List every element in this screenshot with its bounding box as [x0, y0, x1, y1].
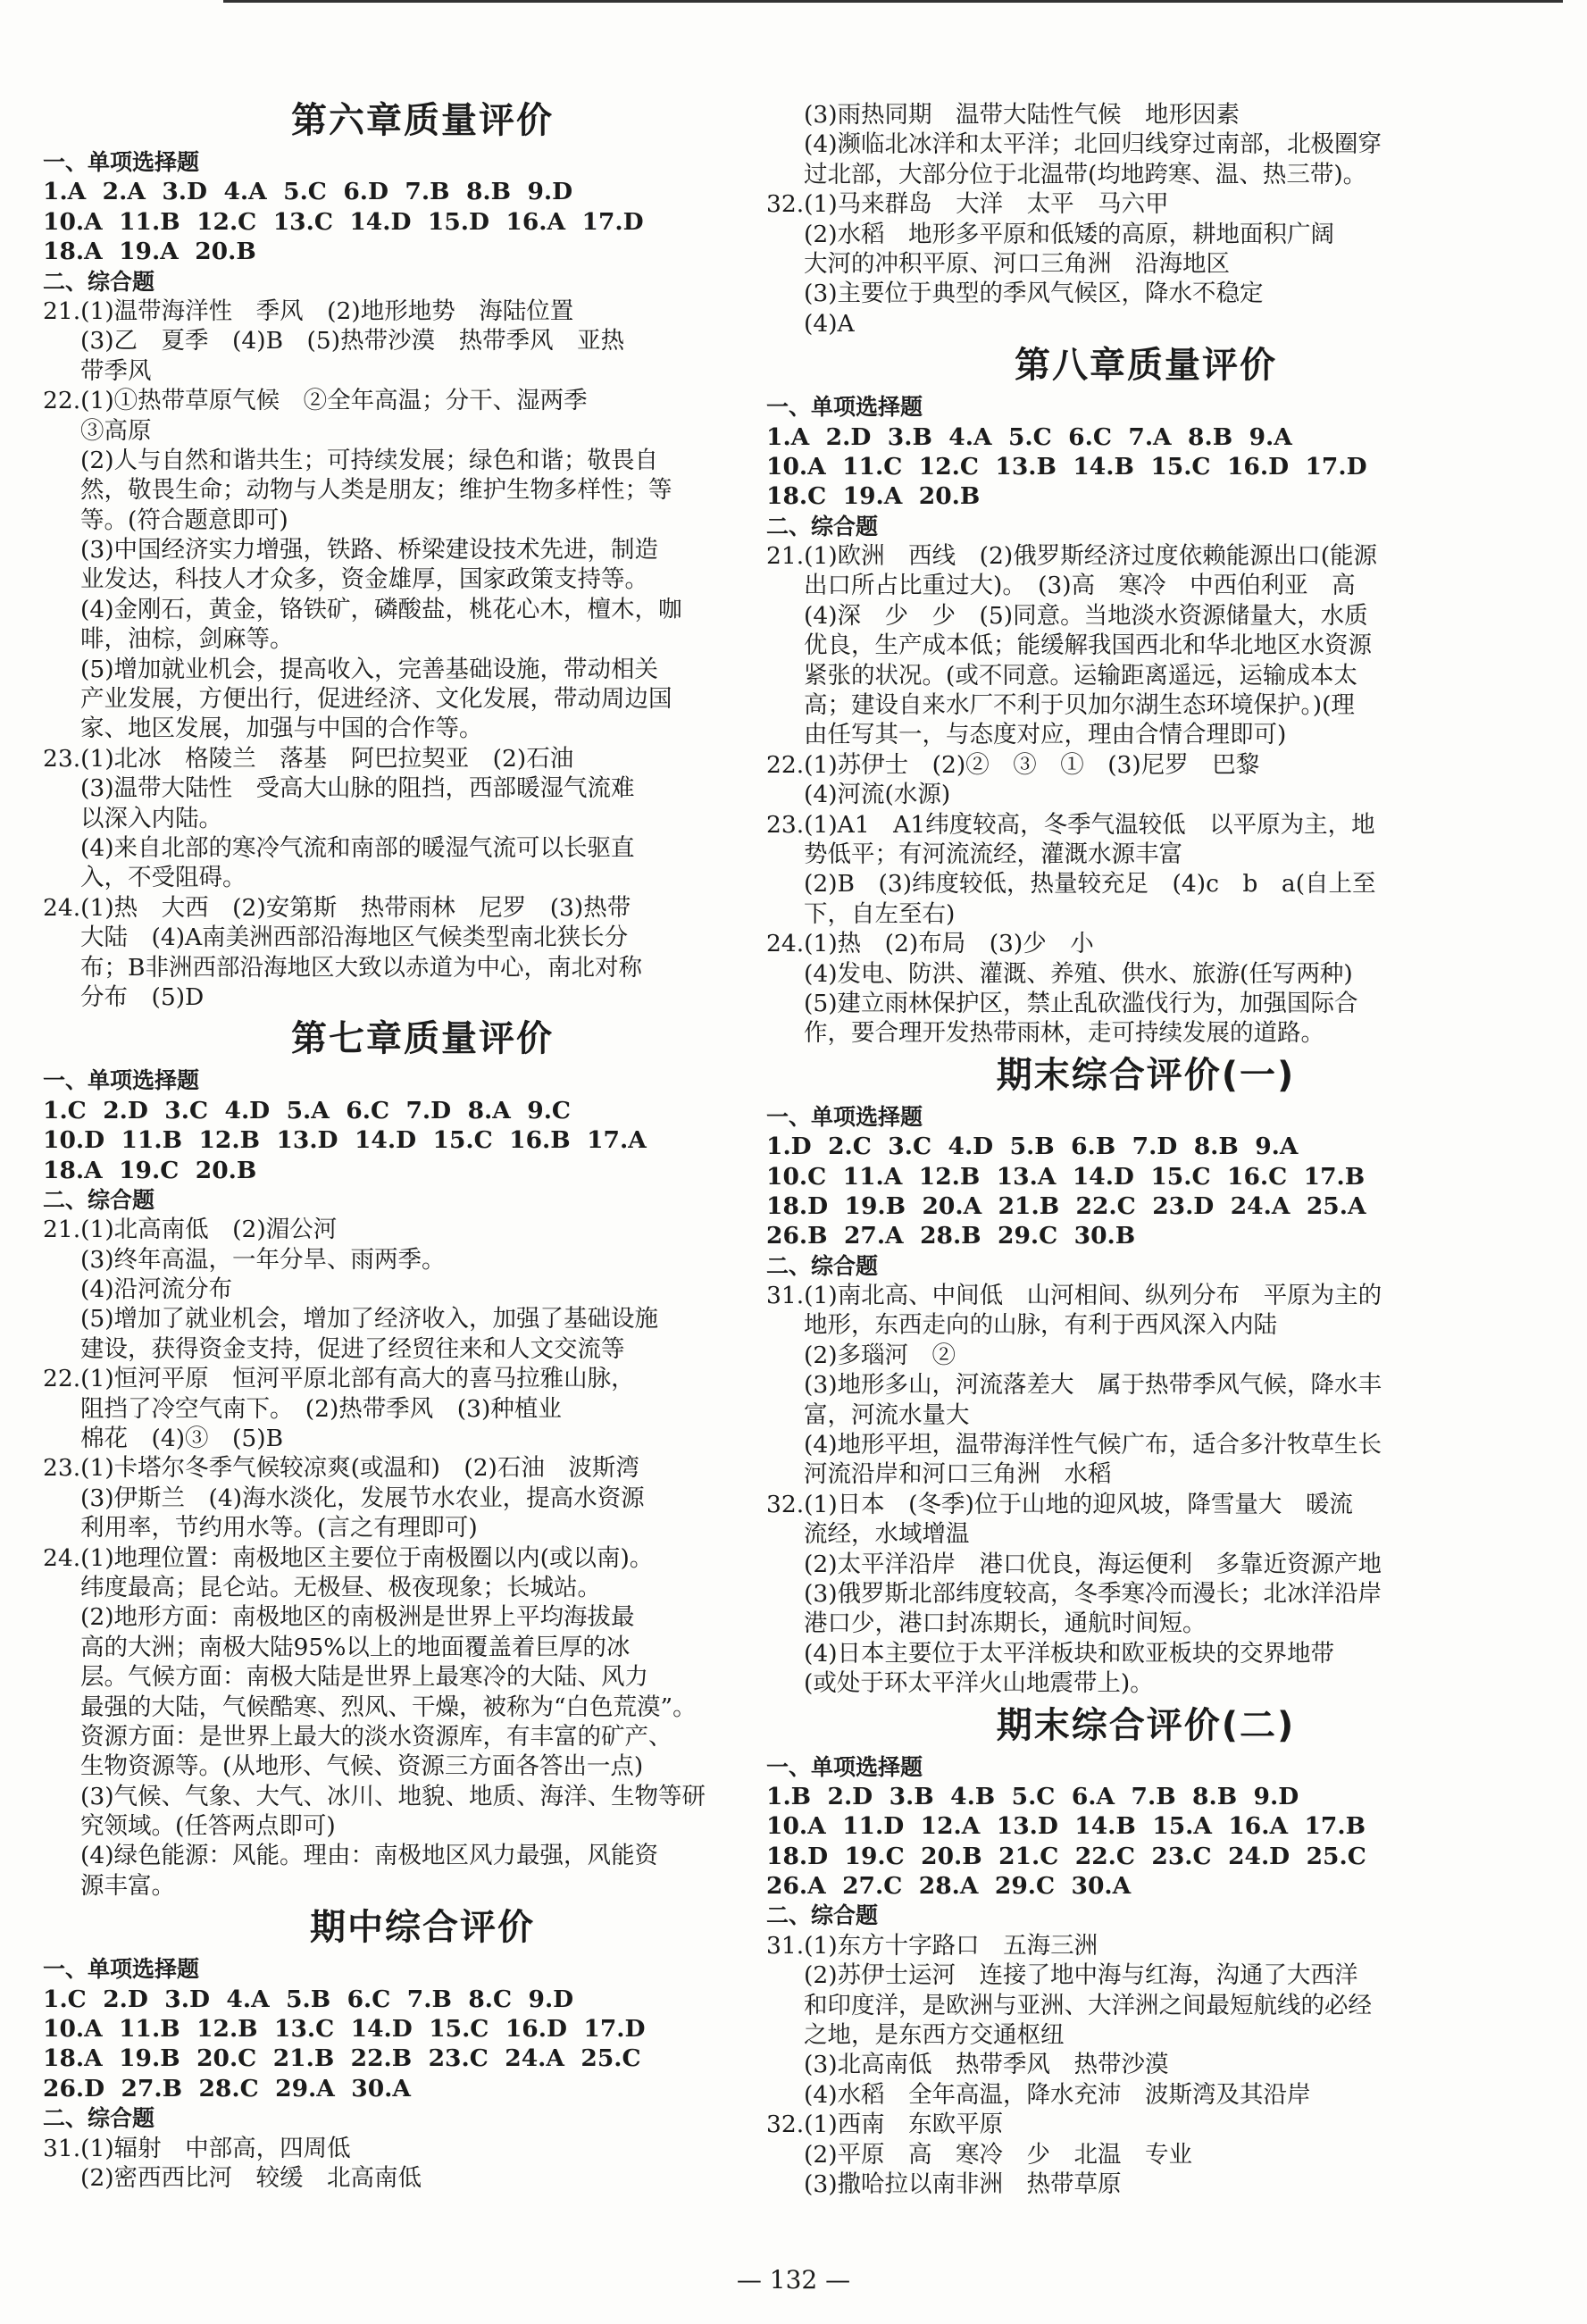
- answer-line: 源丰富。: [80, 1871, 175, 1900]
- section-heading: 一、单项选择题: [766, 1103, 923, 1130]
- answer-line: 产业发展，方便出行，促进经济、文化发展，带动周边国: [80, 685, 672, 714]
- answer-line: 高的大洲；南极大陆95%以上的地面覆盖着巨厚的冰: [80, 1633, 631, 1661]
- answer-line: 纬度最高；昆仑站。无极昼、极夜现象；长城站。: [80, 1573, 601, 1601]
- answer-key-row: 26.A 27.C 28.A 29.C 30.A: [766, 1872, 1132, 1901]
- chapter-heading: 第八章质量评价: [1015, 345, 1277, 387]
- answer-line: 下，自左至右): [804, 899, 956, 928]
- answer-line: 富，河流水量大: [804, 1400, 970, 1429]
- answer-line: 等。(符合题意即可): [80, 506, 288, 534]
- answer-line: (4)沿河流分布: [80, 1275, 233, 1304]
- answer-line: 地形，东西走向的山脉，有利于西风深入内陆: [804, 1311, 1277, 1340]
- question-line: 21.(1)北高南低 (2)湄公河: [43, 1216, 338, 1244]
- answer-line: (3)雨热同期 温带大陆性气候 地形因素: [804, 101, 1240, 129]
- answer-line: 阻挡了冷空气南下。 (2)热带季风 (3)种植业: [80, 1394, 562, 1423]
- answer-line: (3)撒哈拉以南非洲 热带草原: [804, 2170, 1122, 2198]
- answer-line: 生物资源等。(从地形、气候、资源三方面各答出一点): [80, 1752, 644, 1781]
- question-line: 24.(1)热 (2)布局 (3)少 小: [766, 930, 1094, 958]
- answer-line: (3)俄罗斯北部纬度较高，冬季寒冷而漫长；北冰洋沿岸: [804, 1579, 1382, 1608]
- answer-line: 布；B非洲西部沿海地区大致以赤道为中心，南北对称: [80, 953, 642, 982]
- question-line: 21.(1)欧洲 西线 (2)俄罗斯经济过度依赖能源出口(能源: [766, 542, 1378, 571]
- question-line: 23.(1)卡塔尔冬季气候较凉爽(或温和) (2)石油 波斯湾: [43, 1454, 639, 1483]
- answer-line: (或处于环太平洋火山地震带上)。: [804, 1669, 1154, 1698]
- answer-line: 作，要合理开发热带雨林，走可持续发展的道路。: [804, 1019, 1324, 1048]
- answer-key-row: 1.C 2.D 3.D 4.A 5.B 6.C 7.B 8.C 9.D: [43, 1985, 574, 2013]
- question-line: 22.(1)苏伊士 (2)② ③ ① (3)尼罗 巴黎: [766, 750, 1260, 779]
- answer-line: (3)北高南低 热带季风 热带沙漠: [804, 2051, 1169, 2079]
- answer-line: 流经，水域增温: [804, 1520, 970, 1549]
- answer-line: 优良，生产成本低；能缓解我国西北和华北地区水资源: [804, 631, 1372, 660]
- answer-line: 出口所占比重过大)。 (3)高 寒冷 中西伯利亚 高: [804, 572, 1356, 600]
- answer-line: 入，不受阻碍。: [80, 864, 246, 892]
- answer-line: (2)密西西比河 较缓 北高南低: [80, 2164, 422, 2192]
- answer-line: (3)温带大陆性 受高大山脉的阻挡，西部暖湿气流难: [80, 774, 635, 803]
- answer-line: 棉花 (4)③ (5)B: [80, 1425, 284, 1453]
- answer-line: (3)终年高温，一年分旱、雨两季。: [80, 1245, 446, 1274]
- section-heading: 一、单项选择题: [43, 1067, 200, 1094]
- answer-line: (4)地形平坦，温带海洋性气候广布，适合多汁牧草生长: [804, 1431, 1382, 1459]
- answer-line: 和印度洋，是欧洲与亚洲、大洋洲之间最短航线的必经: [804, 1991, 1372, 2019]
- answer-line: 资源方面：是世界上最大的淡水资源库，有丰富的矿产、: [80, 1722, 672, 1751]
- answer-key-row: 1.C 2.D 3.C 4.D 5.A 6.C 7.D 8.A 9.C: [43, 1096, 572, 1124]
- top-rule: [223, 0, 1563, 3]
- answer-line: (4)河流(水源): [804, 781, 951, 809]
- answer-line: (4)日本主要位于太平洋板块和欧亚板块的交界地带: [804, 1639, 1335, 1668]
- answer-key-row: 10.A 11.D 12.A 13.D 14.B 15.A 16.A 17.B: [766, 1812, 1366, 1841]
- answer-line: 家、地区发展，加强与中国的合作等。: [80, 715, 483, 743]
- answer-line: (4)来自北部的寒冷气流和南部的暖湿气流可以长驱直: [80, 833, 635, 862]
- answer-line: (4)濒临北冰洋和太平洋；北回归线穿过南部，北极圈穿: [804, 130, 1382, 159]
- section-heading: 二、综合题: [766, 1252, 879, 1279]
- answer-line: 过北部，大部分位于北温带(均地跨寒、温、热三带)。: [804, 160, 1367, 188]
- answer-line: 然，敬畏生命；动物与人类是朋友；维护生物多样性；等: [80, 476, 672, 505]
- answer-key-row: 26.B 27.A 28.B 29.C 30.B: [766, 1222, 1136, 1250]
- answer-line: (4)绿色能源：风能。理由：南极地区风力最强，风能资: [80, 1842, 659, 1870]
- section-heading: 一、单项选择题: [43, 1956, 200, 1983]
- answer-line: (5)建立雨林保护区，禁止乱砍滥伐行为，加强国际合: [804, 989, 1358, 1017]
- chapter-heading: 第七章质量评价: [291, 1018, 554, 1060]
- right-column: [766, 100, 1525, 2199]
- answer-line: 由任写其一，与态度对应，理由合情合理即可): [804, 721, 1287, 749]
- answer-line: (3)地形多山，河流落差大 属于热带季风气候，降水丰: [804, 1371, 1382, 1400]
- section-heading: 二、综合题: [43, 268, 155, 295]
- answer-line: (2)B (3)纬度较低，热量较充足 (4)c b a(自上至: [804, 870, 1376, 899]
- chapter-heading: 期末综合评价(二): [996, 1704, 1296, 1746]
- answer-key-row: 10.A 11.B 12.C 13.C 14.D 15.D 16.A 17.D: [43, 207, 644, 236]
- answer-line: (5)增加就业机会，提高收入，完善基础设施，带动相关: [80, 655, 659, 683]
- answer-key-row: 26.D 27.B 28.C 29.A 30.A: [43, 2074, 411, 2102]
- answer-key-row: 18.A 19.B 20.C 21.B 22.B 23.C 24.A 25.C: [43, 2044, 641, 2073]
- question-line: 22.(1)恒河平原 恒河平原北部有高大的喜马拉雅山脉，: [43, 1365, 635, 1393]
- question-line: 24.(1)地理位置：南极地区主要位于南极圈以内(或以南)。: [43, 1543, 654, 1572]
- answer-key-row: 1.D 2.C 3.C 4.D 5.B 6.B 7.D 8.B 9.A: [766, 1133, 1299, 1161]
- answer-line: 业发达，科技人才众多，资金雄厚，国家政策支持等。: [80, 565, 648, 594]
- answer-line: (3)伊斯兰 (4)海水淡化，发展节水农业，提高水资源: [80, 1484, 645, 1512]
- answer-line: (4)A: [804, 309, 855, 338]
- answer-line: (4)深 少 少 (5)同意。当地淡水资源储量大，水质: [804, 601, 1368, 630]
- answer-line: 大河的冲积平原、河口三角洲 沿海地区: [804, 249, 1230, 278]
- answer-key-row: 18.D 19.B 20.A 21.B 22.C 23.D 24.A 25.A: [766, 1191, 1366, 1220]
- answer-line: (2)地形方面：南极地区的南极洲是世界上平均海拔最: [80, 1603, 635, 1632]
- chapter-heading: 期中综合评价: [310, 1907, 535, 1949]
- answer-line: 紧张的状况。(或不同意。运输距离遥远，运输成本太: [804, 661, 1357, 690]
- answer-key-row: 18.D 19.C 20.B 21.C 22.C 23.C 24.D 25.C: [766, 1842, 1366, 1870]
- answer-line: 河流沿岸和河口三角洲 水稻: [804, 1460, 1112, 1489]
- chapter-heading: 第六章质量评价: [291, 100, 554, 141]
- question-line: 32.(1)马来群岛 大洋 太平 马六甲: [766, 190, 1169, 219]
- answer-key-row: 10.A 11.C 12.C 13.B 14.B 15.C 16.D 17.D: [766, 452, 1367, 481]
- answer-key-row: 1.A 2.D 3.B 4.A 5.C 6.C 7.A 8.B 9.A: [766, 422, 1292, 451]
- question-line: 21.(1)温带海洋性 季风 (2)地形地势 海陆位置: [43, 297, 574, 325]
- answer-line: 最强的大陆，气候酷寒、烈风、干燥，被称为“白色荒漠”。: [80, 1693, 697, 1721]
- section-heading: 二、综合题: [43, 2105, 155, 2132]
- section-heading: 二、综合题: [766, 1902, 879, 1929]
- answer-line: (3)中国经济实力增强，铁路、桥梁建设技术先进，制造: [80, 536, 659, 564]
- section-heading: 二、综合题: [766, 513, 879, 539]
- answer-line: 高；建设自来水厂不利于贝加尔湖生态环境保护。)(理: [804, 691, 1355, 720]
- answer-line: (3)乙 夏季 (4)B (5)热带沙漠 热带季风 亚热: [80, 327, 625, 355]
- answer-line: (4)发电、防洪、灌溉、养殖、供水、旅游(任写两种): [804, 959, 1353, 988]
- answer-key-row: 1.A 2.A 3.D 4.A 5.C 6.D 7.B 8.B 9.D: [43, 178, 573, 206]
- question-line: 31.(1)南北高、中间低 山河相间、纵列分布 平原为主的: [766, 1282, 1382, 1310]
- answer-line: 分布 (5)D: [80, 982, 205, 1011]
- left-column: [43, 94, 802, 2193]
- answer-line: ③高原: [80, 416, 152, 445]
- answer-line: 利用率，节约用水等。(言之有理即可): [80, 1514, 478, 1542]
- question-line: 31.(1)辐射 中部高，四周低: [43, 2134, 351, 2162]
- question-line: 23.(1)北冰 格陵兰 落基 阿巴拉契亚 (2)石油: [43, 744, 574, 773]
- answer-line: 以深入内陆。: [80, 804, 222, 832]
- answer-line: 究领域。(任答两点即可): [80, 1812, 336, 1841]
- answer-line: (2)人与自然和谐共生；可持续发展；绿色和谐；敬畏自: [80, 446, 659, 474]
- question-line: 22.(1)①热带草原气候 ②全年高温；分干、湿两季: [43, 387, 588, 415]
- answer-line: (2)苏伊士运河 连接了地中海与红海，沟通了大西洋: [804, 1961, 1358, 1990]
- answer-key-row: 18.A 19.C 20.B: [43, 1156, 257, 1184]
- answer-key-row: 18.C 19.A 20.B: [766, 482, 981, 511]
- question-line: 23.(1)A1 A1纬度较高，冬季气温较低 以平原为主，地: [766, 810, 1375, 839]
- answer-line: (4)水稻 全年高温，降水充沛 波斯湾及其沿岸: [804, 2080, 1311, 2109]
- answer-line: 建设，获得资金支持，促进了经贸往来和人文交流等: [80, 1334, 625, 1363]
- question-line: 32.(1)日本 (冬季)位于山地的迎风坡，降雪量大 暖流: [766, 1490, 1353, 1518]
- section-heading: 一、单项选择题: [766, 394, 923, 421]
- answer-line: 带季风: [80, 356, 152, 385]
- answer-line: (2)平原 高 寒冷 少 北温 专业: [804, 2140, 1193, 2169]
- answer-line: 之地，是东西方交通枢纽: [804, 2021, 1065, 2050]
- answer-line: (5)增加了就业机会，增加了经济收入，加强了基础设施: [80, 1305, 659, 1333]
- answer-key-row: 10.D 11.B 12.B 13.D 14.D 15.C 16.B 17.A: [43, 1126, 647, 1155]
- answer-line: 啡，油棕，剑麻等。: [80, 625, 294, 654]
- answer-line: 层。气候方面：南极大陆是世界上最寒冷的大陆、风力: [80, 1663, 648, 1692]
- answer-line: 大陆 (4)A南美洲西部沿海地区气候类型南北狭长分: [80, 924, 629, 952]
- answer-key-row: 10.C 11.A 12.B 13.A 14.D 15.C 16.C 17.B: [766, 1162, 1366, 1191]
- answer-line: (4)金刚石，黄金，铬铁矿，磷酸盐，桃花心木，檀木，咖: [80, 595, 682, 623]
- answer-key-row: 1.B 2.D 3.B 4.B 5.C 6.A 7.B 8.B 9.D: [766, 1782, 1299, 1810]
- answer-line: 势低平；有河流流经，灌溉水源丰富: [804, 840, 1182, 868]
- answer-line: (2)太平洋沿岸 港口优良，海运便利 多靠近资源产地: [804, 1550, 1382, 1578]
- answer-line: (3)气候、气象、大气、冰川、地貌、地质、海洋、生物等研: [80, 1782, 706, 1810]
- page-number: — 132 —: [736, 2265, 851, 2295]
- answer-line: (3)主要位于典型的季风气候区，降水不稳定: [804, 280, 1264, 308]
- answer-line: (2)水稻 地形多平原和低矮的高原，耕地面积广阔: [804, 220, 1335, 248]
- question-line: 31.(1)东方十字路口 五海三洲: [766, 1931, 1098, 1960]
- section-heading: 一、单项选择题: [43, 149, 200, 175]
- section-heading: 二、综合题: [43, 1186, 155, 1213]
- answer-key-row: 10.A 11.B 12.B 13.C 14.D 15.C 16.D 17.D: [43, 2015, 646, 2044]
- question-line: 24.(1)热 大西 (2)安第斯 热带雨林 尼罗 (3)热带: [43, 893, 631, 922]
- section-heading: 一、单项选择题: [766, 1753, 923, 1780]
- chapter-heading: 期末综合评价(一): [996, 1054, 1296, 1096]
- question-line: 32.(1)西南 东欧平原: [766, 2111, 1004, 2139]
- answer-line: 港口少，港口封冻期长，通航时间短。: [804, 1609, 1207, 1638]
- answer-line: (2)多瑙河 ②: [804, 1341, 956, 1369]
- answer-key-row: 18.A 19.A 20.B: [43, 238, 256, 266]
